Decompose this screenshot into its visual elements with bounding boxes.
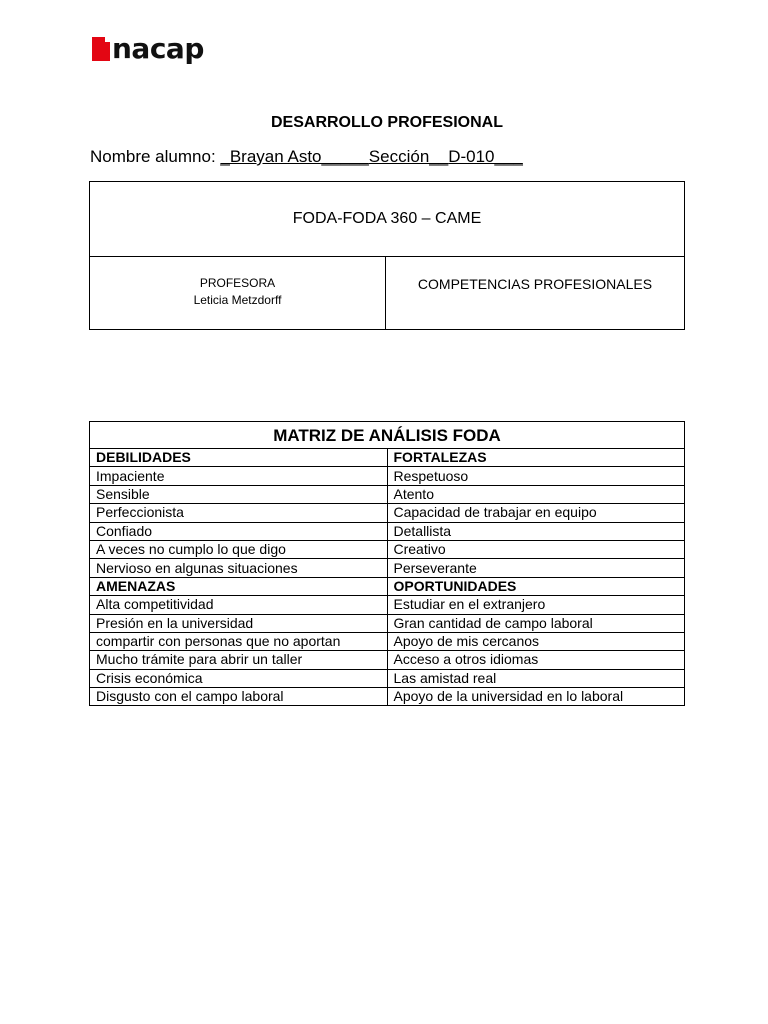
- matrix-section-header: DEBILIDADES: [90, 449, 388, 467]
- table-row: [90, 485, 685, 503]
- table-cell: Disgusto con el campo laboral: [90, 688, 388, 706]
- table-row: [90, 522, 685, 540]
- table-cell: Perfeccionista: [90, 504, 388, 522]
- header-box: [89, 181, 685, 330]
- matrix-title: MATRIZ DE ANÁLISIS FODA: [90, 422, 685, 449]
- table-cell: Capacidad de trabajar en equipo: [387, 504, 685, 522]
- matrix-section-header: AMENAZAS: [90, 577, 388, 595]
- student-name-label: Nombre alumno:: [90, 147, 221, 166]
- table-row: [90, 632, 685, 650]
- table-row: [90, 467, 685, 485]
- student-line: [90, 147, 523, 167]
- table-cell: Impaciente: [90, 467, 388, 485]
- student-name-value: _Brayan Asto_____: [220, 147, 369, 166]
- table-cell: Acceso a otros idiomas: [387, 651, 685, 669]
- matrix-section-header: OPORTUNIDADES: [387, 577, 685, 595]
- table-cell: Presión en la universidad: [90, 614, 388, 632]
- matrix-title-row: [90, 422, 685, 449]
- matrix-body: [90, 449, 685, 706]
- table-cell: A veces no cumplo lo que digo: [90, 540, 388, 558]
- teacher-label: PROFESORA: [199, 276, 276, 290]
- course-name: COMPETENCIAS PROFESIONALES: [417, 276, 653, 292]
- table-cell: Apoyo de mis cercanos: [387, 632, 685, 650]
- document-title: DESARROLLO PROFESIONAL: [270, 114, 503, 131]
- matrix-section-header-row: [90, 449, 685, 467]
- table-row: [90, 669, 685, 687]
- table-cell: Apoyo de la universidad en lo laboral: [387, 688, 685, 706]
- table-cell: Alta competitividad: [90, 596, 388, 614]
- matrix-section-header-row: [90, 577, 685, 595]
- section-label: Sección__: [368, 147, 449, 166]
- header-info-row: [90, 257, 684, 329]
- table-row: [90, 688, 685, 706]
- table-row: [90, 559, 685, 577]
- table-cell: Perseverante: [387, 559, 685, 577]
- teacher-cell: [90, 257, 386, 329]
- table-row: [90, 540, 685, 558]
- table-cell: compartir con personas que no aportan: [90, 632, 388, 650]
- logo-text: nacap: [112, 32, 204, 65]
- table-cell: Confiado: [90, 522, 388, 540]
- logo-mark-icon: [92, 37, 110, 61]
- table-row: [90, 651, 685, 669]
- table-cell: Gran cantidad de campo laboral: [387, 614, 685, 632]
- table-cell: Las amistad real: [387, 669, 685, 687]
- table-cell: Atento: [387, 485, 685, 503]
- table-row: [90, 596, 685, 614]
- inacap-logo: [92, 30, 204, 68]
- table-cell: Sensible: [90, 485, 388, 503]
- teacher-name: Leticia Metzdorff: [193, 293, 282, 307]
- table-cell: Crisis económica: [90, 669, 388, 687]
- table-cell: Mucho trámite para abrir un taller: [90, 651, 388, 669]
- table-row: [90, 614, 685, 632]
- table-row: [90, 504, 685, 522]
- matrix-section-header: FORTALEZAS: [387, 449, 685, 467]
- table-cell: Respetuoso: [387, 467, 685, 485]
- table-cell: Estudiar en el extranjero: [387, 596, 685, 614]
- table-cell: Creativo: [387, 540, 685, 558]
- table-cell: Detallista: [387, 522, 685, 540]
- table-cell: Nervioso en algunas situaciones: [90, 559, 388, 577]
- section-value: D-010___: [448, 147, 523, 166]
- foda-matrix-table: [89, 421, 685, 706]
- header-title: FODA-FODA 360 – CAME: [90, 182, 684, 257]
